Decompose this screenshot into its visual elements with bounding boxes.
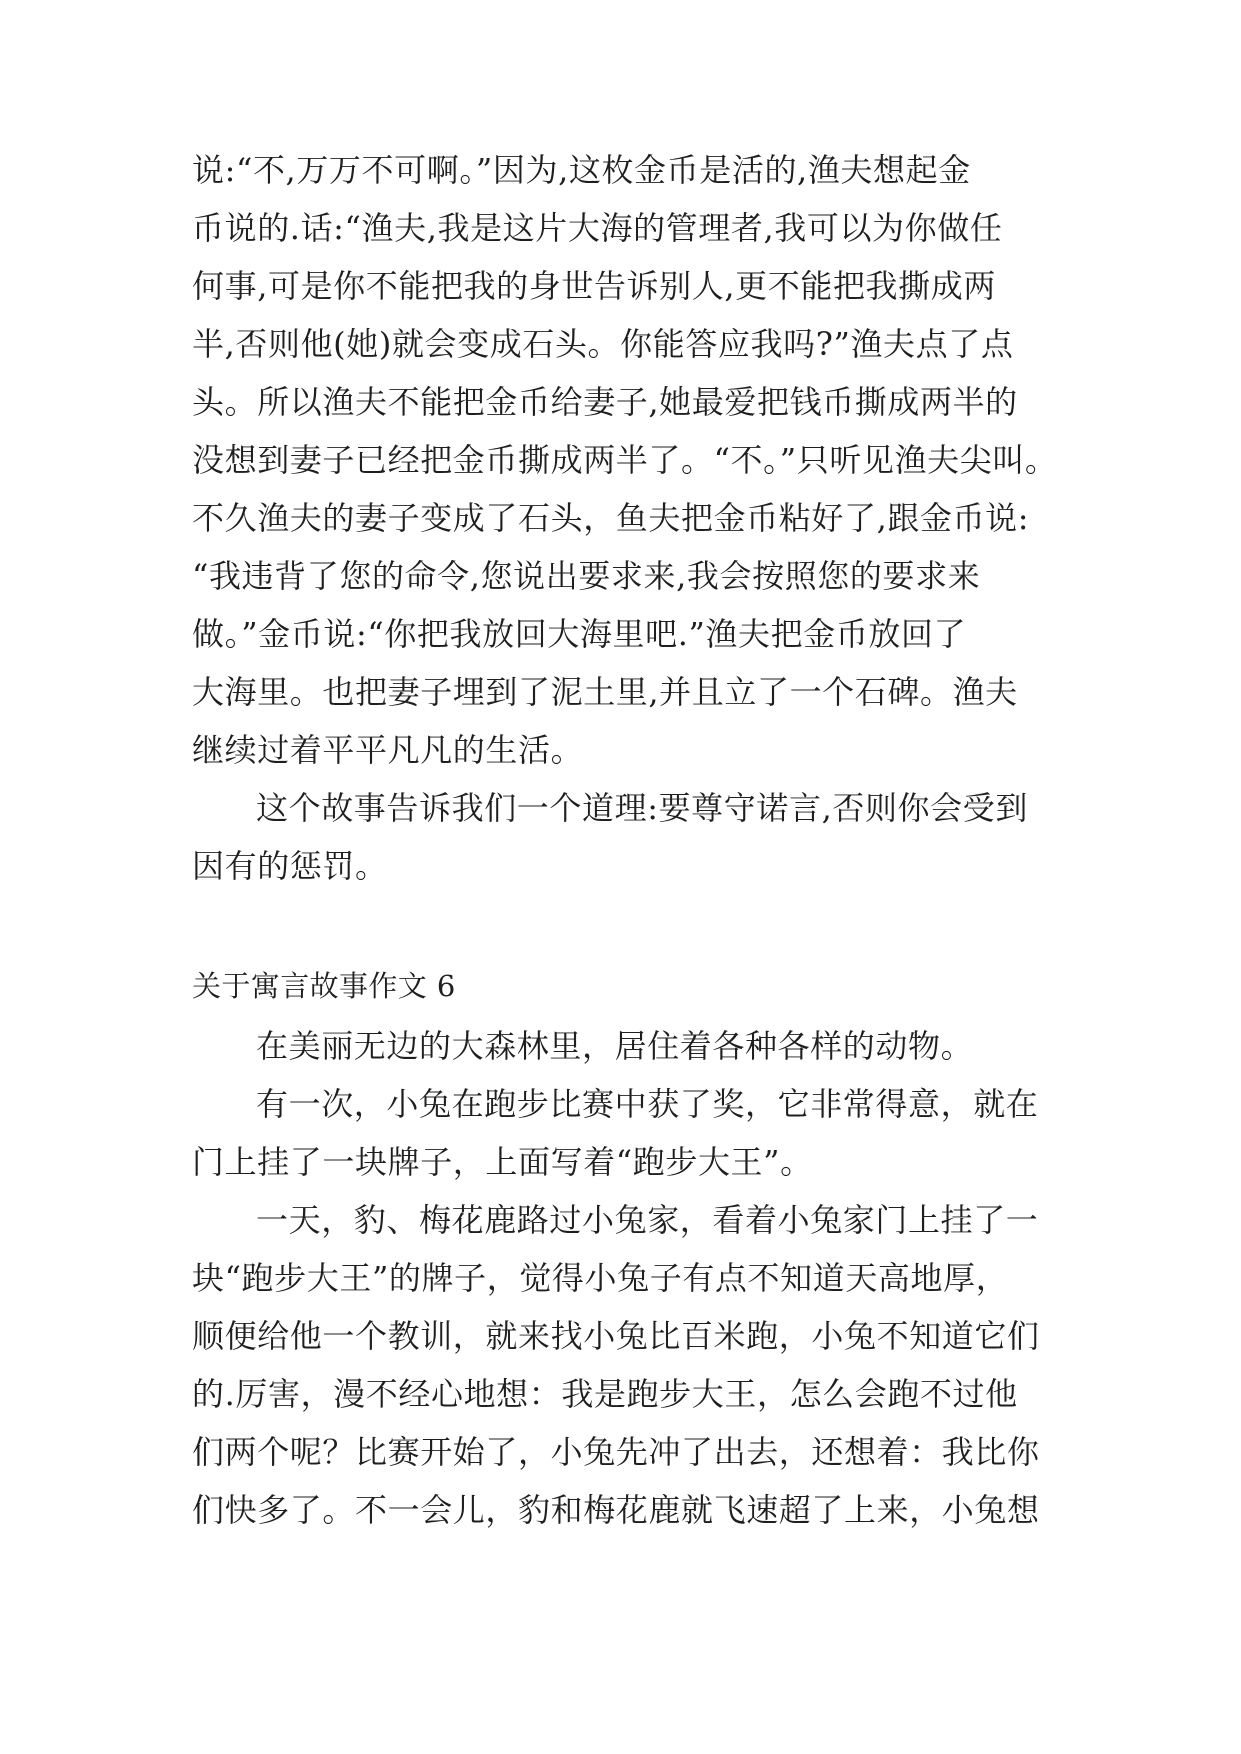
paragraph-first-line: 一天，豹、梅花鹿路过小兔家，看着小兔家门上挂了一 [256, 1201, 1039, 1239]
text-line: 门上挂了一块牌子，上面写着“跑步大王”。 [192, 1143, 813, 1181]
paragraph-first-line: 有一次，小兔在跑步比赛中获了奖，它非常得意，就在 [256, 1085, 1039, 1123]
text-line: 币说的.话:“渔夫,我是这片大海的管理者,我可以为你做任 [192, 209, 1003, 247]
text-line: 做。”金币说:“你把我放回大海里吧.”渔夫把金币放回了 [192, 615, 967, 653]
text-line: 因有的惩罚。 [192, 847, 388, 885]
text-line: 没想到妻子已经把金币撕成两半了。“不。”只听见渔夫尖叫。 [192, 441, 1058, 479]
text-line: 们快多了。不一会儿，豹和梅花鹿就飞速超了上来，小兔想 [192, 1491, 1040, 1529]
text-line: 们两个呢？比赛开始了，小兔先冲了出去，还想着：我比你 [192, 1433, 1040, 1471]
text-line: 顺便给他一个教训，就来找小兔比百米跑，小兔不知道它们 [192, 1317, 1040, 1355]
text-line: 块“跑步大王”的牌子，觉得小兔子有点不知道天高地厚， [192, 1259, 1009, 1297]
paragraph-first-line: 在美丽无边的大森林里，居住着各种各样的动物。 [256, 1027, 974, 1065]
text-line: 何事,可是你不能把我的身世告诉别人,更不能把我撕成两 [192, 267, 996, 305]
text-line: 说:“不,万万不可啊。”因为,这枚金币是活的,渔夫想起金 [192, 151, 971, 189]
text-line: 的.厉害，漫不经心地想：我是跑步大王，怎么会跑不过他 [192, 1375, 1018, 1413]
text-line: 头。所以渔夫不能把金币给妻子,她最爱把钱币撕成两半的 [192, 383, 1018, 421]
text-line: 半,否则他(她)就会变成石头。你能答应我吗?”渔夫点了点 [192, 325, 1014, 363]
section-title: 关于寓言故事作文 6 [192, 969, 456, 1003]
text-line: “我违背了您的命令,您说出要求来,我会按照您的要求来 [192, 557, 981, 595]
paragraph-first-line: 这个故事告诉我们一个道理:要尊守诺言,否则你会受到 [256, 789, 1028, 827]
text-line: 大海里。也把妻子埋到了泥土里,并且立了一个石碑。渔夫 [192, 673, 1018, 711]
text-line: 继续过着平平凡凡的生活。 [192, 731, 584, 769]
text-line: 不久渔夫的妻子变成了石头，鱼夫把金币粘好了,跟金币说: [192, 499, 1030, 537]
